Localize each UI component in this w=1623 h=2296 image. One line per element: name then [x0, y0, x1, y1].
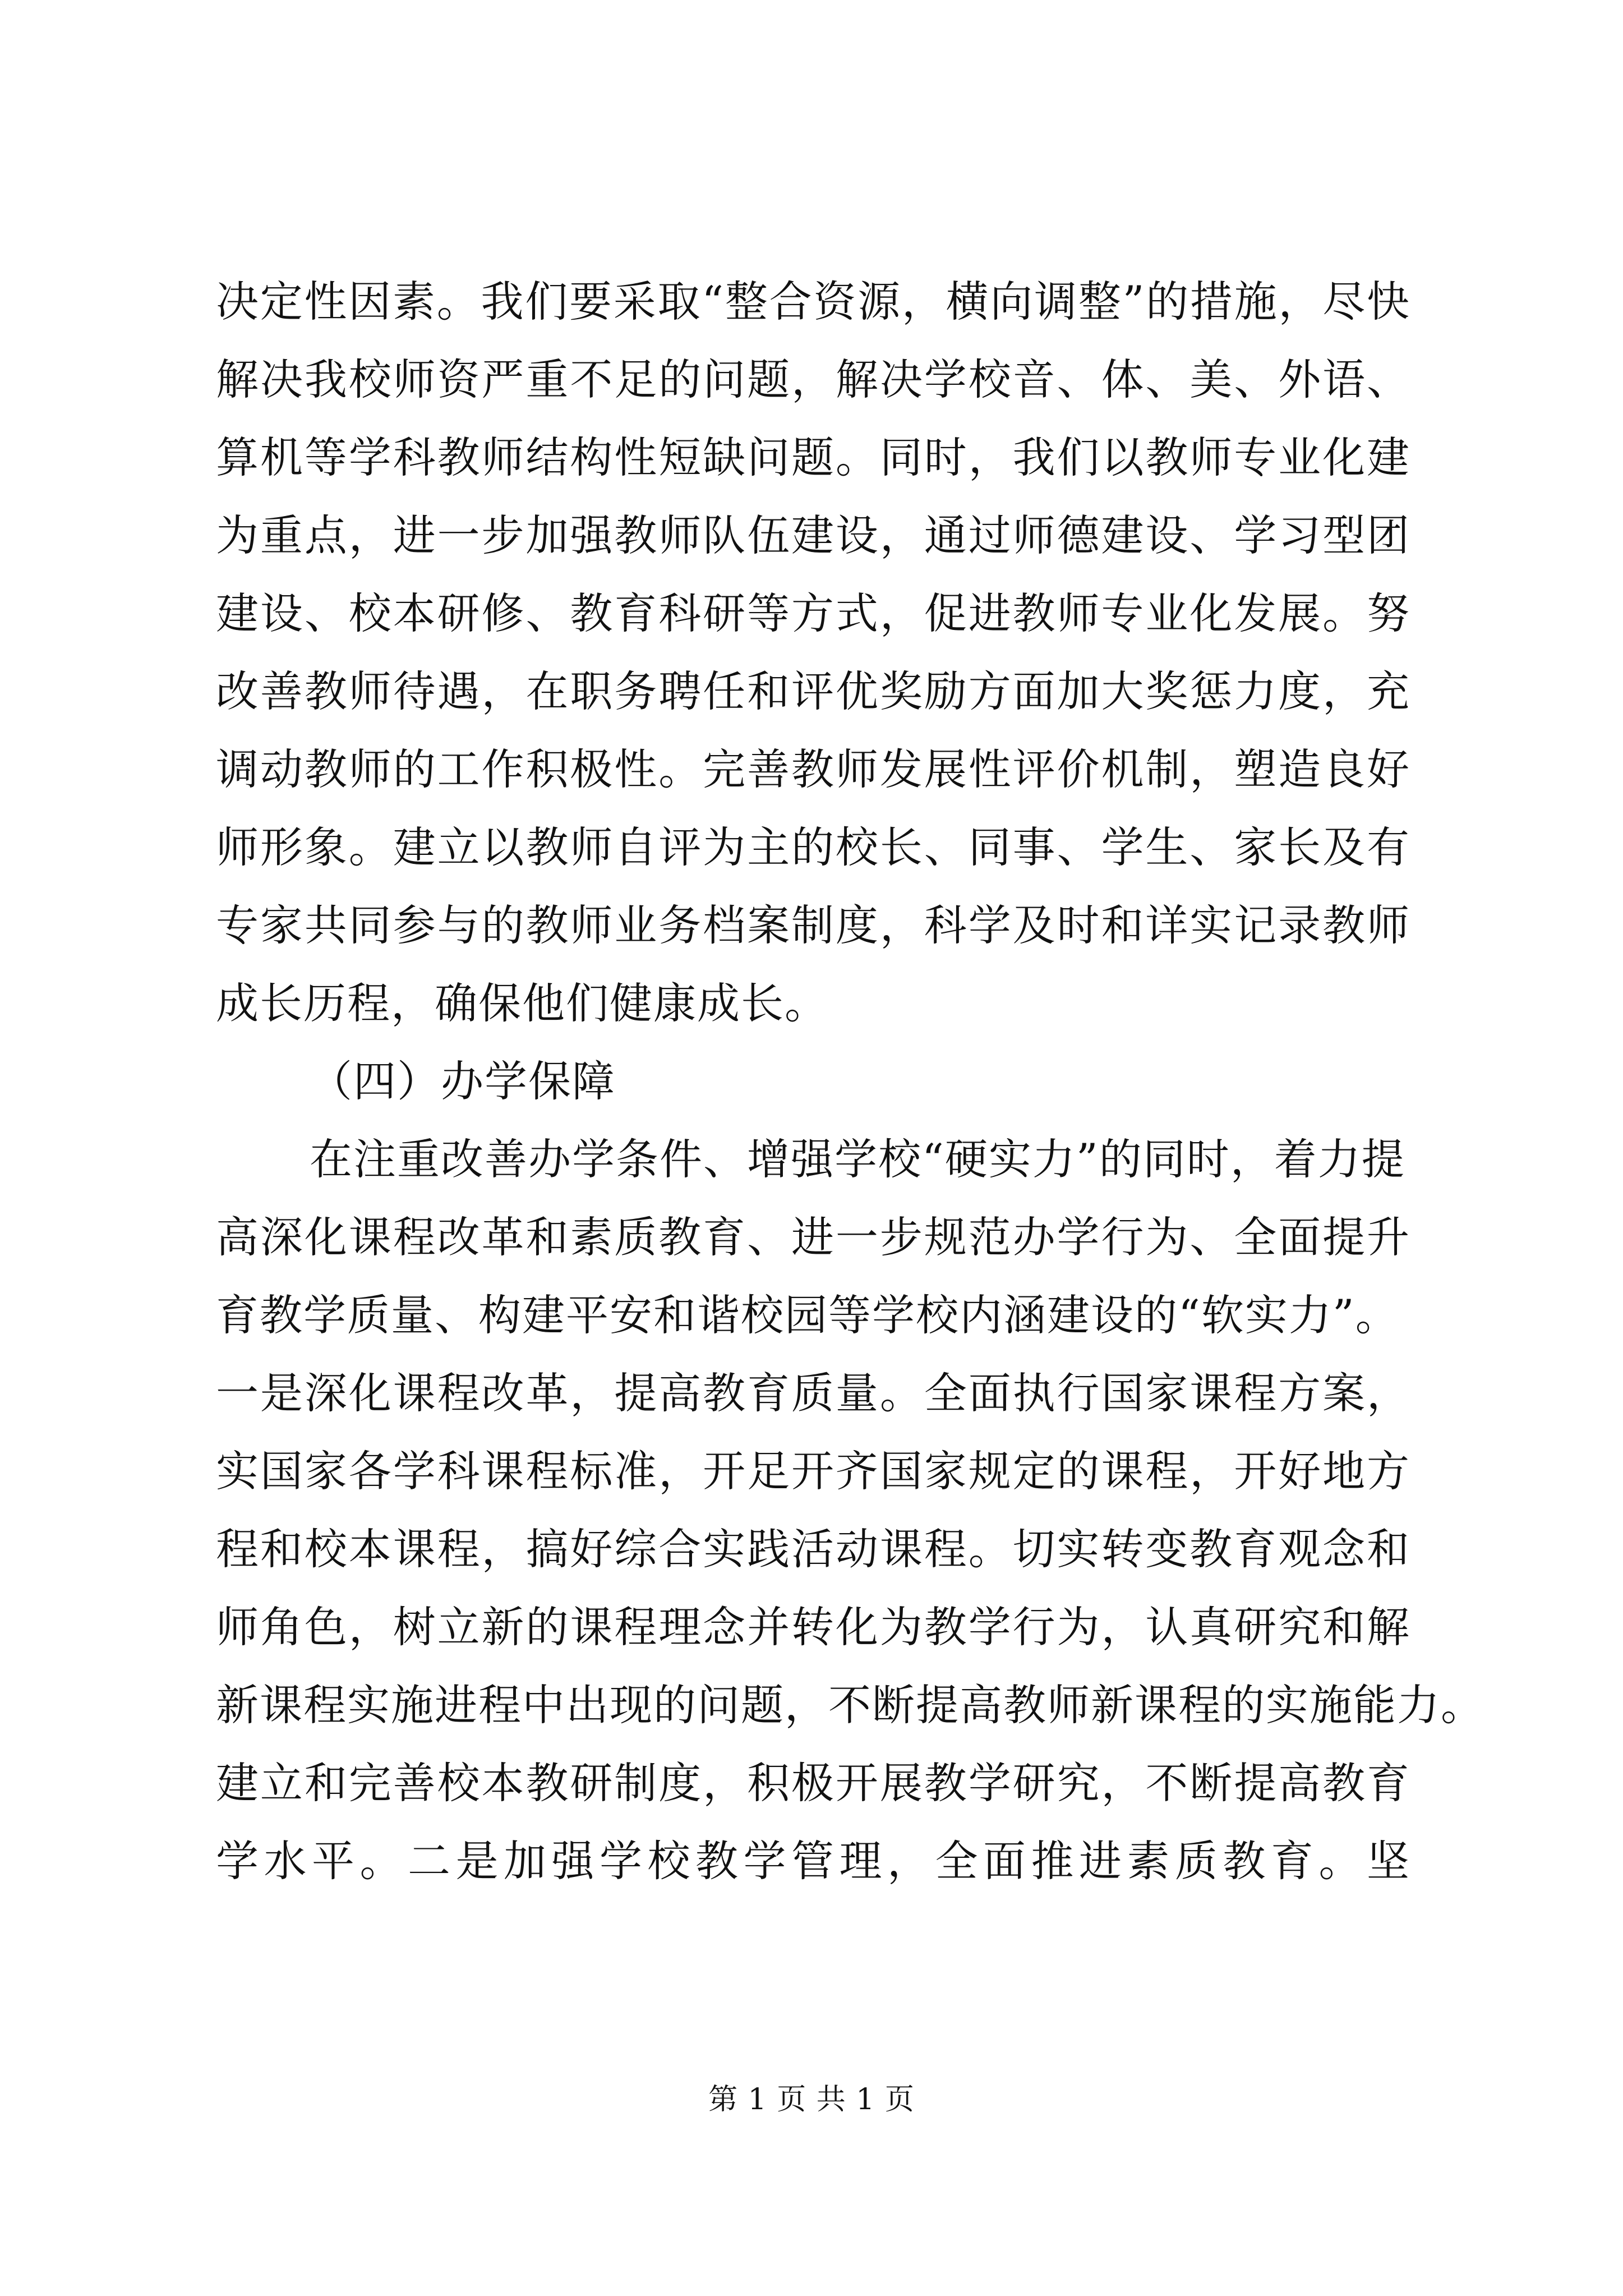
text-line: 决定性因素。我们要采取“整合资源，横向调整”的措施，尽快: [216, 277, 1410, 326]
text-line: 育教学质量、构建平安和谐校园等学校内涵建设的“软实力”。: [216, 1290, 1399, 1340]
text-line: 改善教师待遇，在职务聘任和评优奖励方面加大奖惩力度，充: [216, 666, 1410, 716]
document-body: [216, 263, 1484, 1900]
text-line: 算机等学科教师结构性短缺问题。同时，我们以教师专业化建: [216, 432, 1410, 482]
text-line: 建立和完善校本教研制度，积极开展教学研究，不断提高教育: [216, 1758, 1410, 1808]
paragraph-first-line: 在注重改善办学条件、增强学校“硬实力”的同时，着力提: [310, 1134, 1405, 1184]
text-line: 解决我校师资严重不足的问题，解决学校音、体、美、外语、: [216, 355, 1410, 404]
section-heading: （四）办学保障: [310, 1056, 616, 1106]
text-line: 为重点，进一步加强教师队伍建设，通过师德建设、学习型团: [216, 510, 1410, 560]
page-number-footer: 第 1 页 共 1 页: [708, 2083, 915, 2116]
text-line: 学水平。二是加强学校教学管理，全面推进素质教育。坚: [216, 1836, 1410, 1886]
text-line: 师角色，树立新的课程理念并转化为教学行为，认真研究和解: [216, 1602, 1410, 1652]
text-line: 调动教师的工作积极性。完善教师发展性评价机制，塑造良好: [216, 744, 1410, 794]
text-line: 专家共同参与的教师业务档案制度，科学及时和详实记录教师: [216, 900, 1410, 950]
text-line: 一是深化课程改革，提高教育质量。全面执行国家课程方案，: [216, 1368, 1410, 1418]
text-line: 程和校本课程，搞好综合实践活动课程。切实转变教育观念和: [216, 1524, 1410, 1574]
text-line: 建设、校本研修、教育科研等方式，促进教师专业化发展。努: [216, 588, 1410, 638]
text-line: 成长历程，确保他们健康成长。: [216, 978, 828, 1028]
text-line: 师形象。建立以教师自评为主的校长、同事、学生、家长及有: [216, 822, 1410, 872]
text-line: 实国家各学科课程标准，开足开齐国家规定的课程，开好地方: [216, 1446, 1410, 1496]
text-line: 高深化课程改革和素质教育、进一步规范办学行为、全面提升: [216, 1212, 1410, 1262]
text-line: 新课程实施进程中出现的问题，不断提高教师新课程的实施能力。: [216, 1680, 1484, 1730]
